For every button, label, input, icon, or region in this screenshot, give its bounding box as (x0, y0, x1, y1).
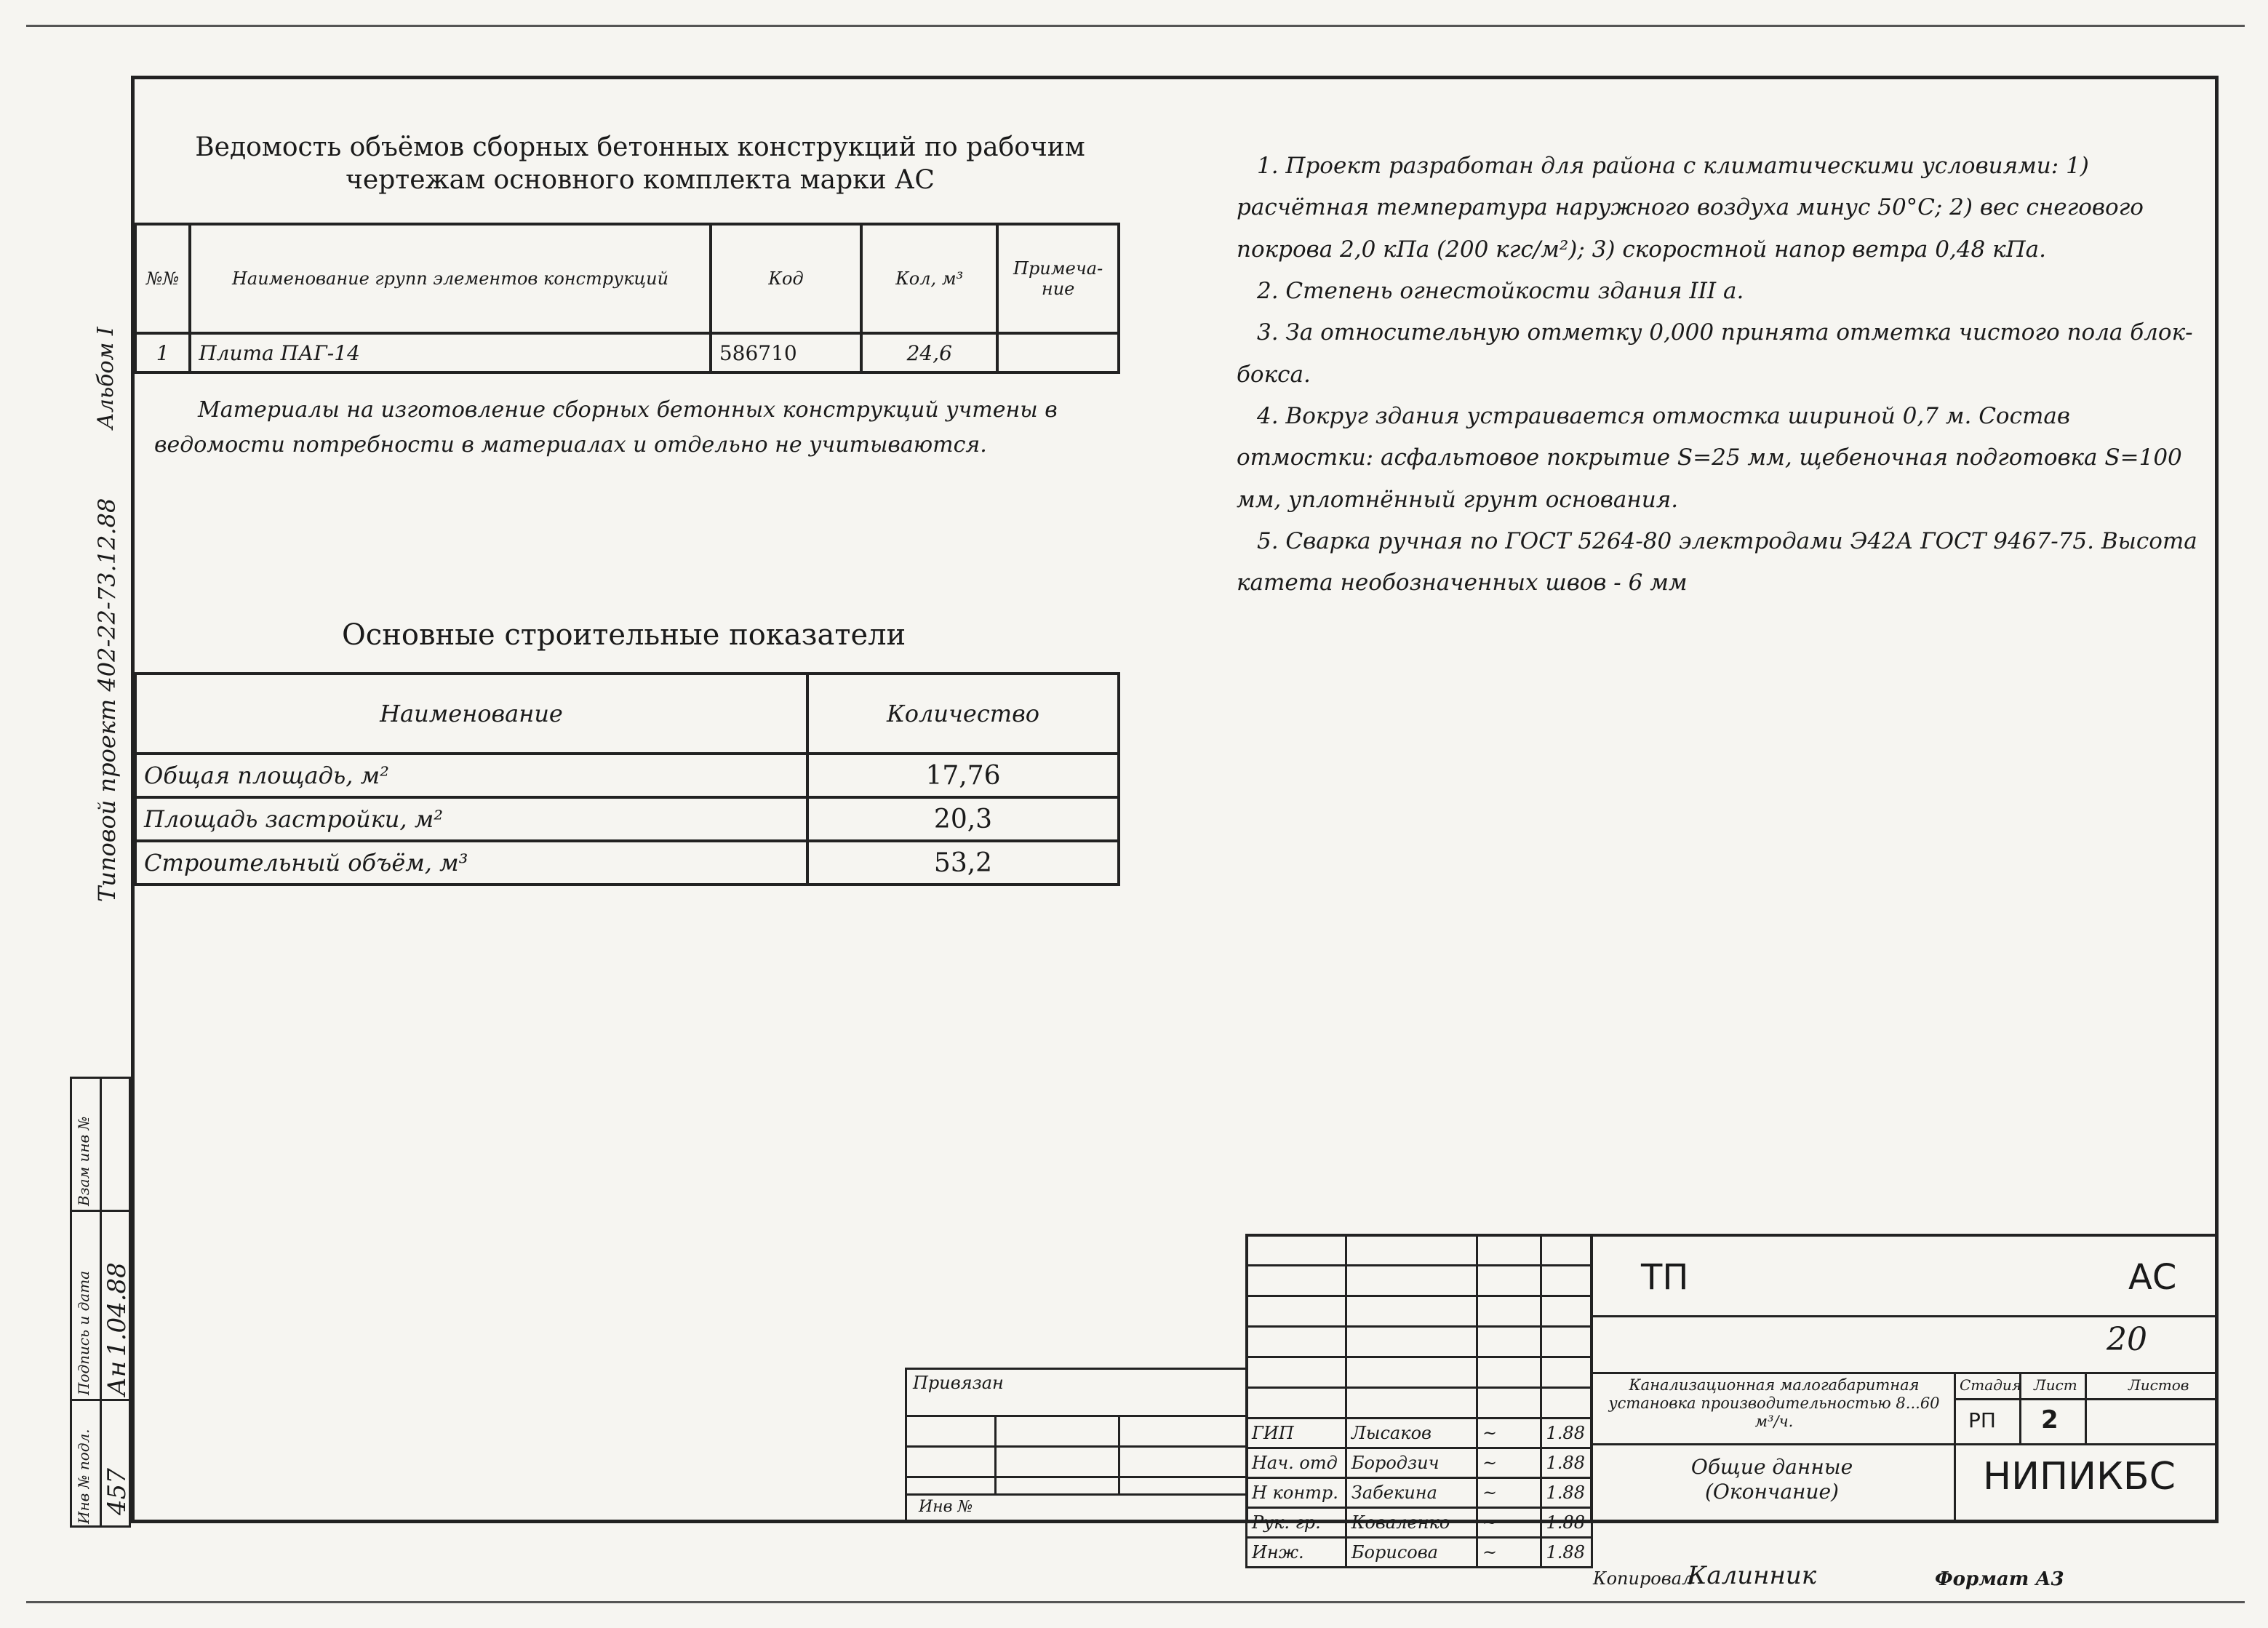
album-label: Альбом I (93, 327, 119, 429)
volume-title: Ведомость объёмов сборных бетонных конструкций по рабочим чертежам основного комплекта марки АС (195, 132, 1085, 195)
signature-scribble: ~ (1477, 1478, 1541, 1508)
person-row: Рук. гр. Коваленко ~ 1.88 (1247, 1508, 1592, 1538)
project-label: Типовой проект 402-22-73.12.88 (93, 498, 121, 902)
table-row: Строительный объём, м³ 53,2 (135, 841, 1119, 885)
note-4: 4. Вокруг здания устраивается отмостка шириной 0,7 м. Состав отмостки: асфальтовое покрытие S=25 мм, щебеночная подготовка S=100 мм, уплотнённый грунт основания. (1237, 403, 2182, 513)
left-stamp (70, 1077, 131, 1528)
inv-label: Инв № подл. (75, 1429, 92, 1524)
stage-value: РП (1968, 1408, 1996, 1432)
person-row: Инж. Борисова ~ 1.88 (1247, 1538, 1592, 1568)
note-3: 3. За относительную отметку 0,000 принята отметка чистого пола блок-бокса. (1237, 319, 2193, 388)
person-row: Н контр. Забекина ~ 1.88 (1247, 1478, 1592, 1508)
indicators-header-row (135, 674, 1119, 754)
col-name: Наименование групп элементов конструкций (190, 224, 711, 333)
volume-table (134, 223, 1120, 374)
tp-label: ТП (1641, 1257, 1689, 1298)
title-block (1245, 1234, 2217, 1563)
general-notes (1237, 145, 2211, 604)
inv-number-label: Инв № (919, 1498, 973, 1516)
signature-scribble: ~ (1477, 1448, 1541, 1478)
format-label: Формат А3 (1935, 1568, 2064, 1590)
sign-date: 1.04.88 (103, 1262, 132, 1357)
table-row: Площадь застройки, м² 20,3 (135, 797, 1119, 841)
table-row: 1 Плита ПАГ-14 586710 24,6 (135, 333, 1119, 372)
volume-header-row (135, 224, 1119, 333)
replace-label: Взам инв № (75, 1116, 92, 1206)
privyazan-block (905, 1368, 1248, 1522)
indicators-table (134, 672, 1120, 886)
note-1: 1. Проект разработан для района с климатическими условиями: 1) расчётная температура наружного воздуха минус 50°С; 2) вес снегового покрова 2,0 кПа (200 кгс/м²); 3) скоростной напор ветра 0,48 кПа. (1237, 153, 2144, 263)
col-indicator-name: Наименование (135, 674, 807, 754)
note-2: 2. Степень огнестойкости здания III а. (1257, 278, 1744, 305)
note-5: 5. Сварка ручная по ГОСТ 5264-80 электродами Э42А ГОСТ 9467-75. Высота катета необозначенных швов - 6 мм (1237, 528, 2197, 596)
inv-value: 457 (103, 1468, 132, 1515)
signature-grid (1245, 1234, 1593, 1568)
mark-label: АС (2128, 1257, 2177, 1298)
org-name: НИПИКБС (1983, 1455, 2176, 1499)
col-number: №№ (135, 224, 190, 333)
sheet-name: Общие данные (Окончание) (1690, 1455, 1853, 1504)
signature-scribble: ~ (1477, 1508, 1541, 1538)
col-note: Примеча-ние (997, 224, 1119, 333)
privyazan-label: Привязан (913, 1373, 1004, 1393)
sheets-label: Листов (2128, 1376, 2189, 1394)
col-code: Код (711, 224, 861, 333)
stage-label: Стадия (1960, 1376, 2021, 1394)
indicators-title: Основные строительные показатели (342, 618, 906, 652)
table-row: Общая площадь, м² 17,76 (135, 754, 1119, 797)
object-name: Канализационная малогабаритная установка производительностью 8...60 м³/ч. (1608, 1376, 1940, 1431)
sheet-number-hand: 20 (2107, 1321, 2147, 1358)
copied-signature: Калинник (1688, 1561, 1817, 1590)
materials-note: Материалы на изготовление сборных бетонных конструкций учтены в ведомости потребности в материалах и отдельно не учитываются. (154, 397, 1058, 458)
sign-mark: Ан (103, 1360, 132, 1396)
person-row: ГИП Лысаков ~ 1.88 (1247, 1418, 1592, 1448)
copied-label: Копировал (1593, 1568, 1693, 1589)
signature-scribble: ~ (1477, 1538, 1541, 1568)
col-indicator-qty: Количество (807, 674, 1119, 754)
sign-label: Подпись и дата (75, 1270, 92, 1395)
sheet-label: Лист (2034, 1376, 2077, 1394)
signature-scribble: ~ (1477, 1418, 1541, 1448)
col-qty: Кол, м³ (861, 224, 997, 333)
person-row: Нач. отд Бородзич ~ 1.88 (1247, 1448, 1592, 1478)
sheet-value: 2 (2041, 1405, 2059, 1435)
